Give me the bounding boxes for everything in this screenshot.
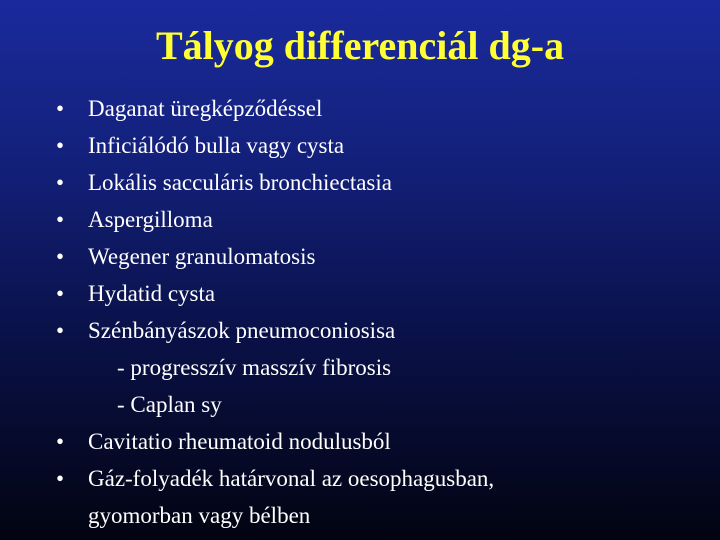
list-item [53, 275, 693, 312]
bullet-list [53, 90, 693, 534]
list-item [53, 460, 693, 497]
list-item [53, 164, 693, 201]
list-item-continuation [53, 497, 693, 534]
list-item-text: Lokális sacculáris bronchiectasia [88, 170, 392, 195]
bullet-icon: • [55, 429, 65, 454]
bullet-icon: • [55, 244, 65, 269]
bullet-icon: • [55, 170, 65, 195]
bullet-icon: • [55, 466, 65, 491]
list-item [53, 201, 693, 238]
list-item [53, 90, 693, 127]
sub-list-item [53, 386, 693, 423]
list-item [53, 127, 693, 164]
list-item [53, 423, 693, 460]
bullet-icon: • [55, 96, 65, 121]
list-item-text: Inficiálódó bulla vagy cysta [88, 133, 345, 158]
bullet-icon: • [55, 207, 65, 232]
bullet-icon: • [55, 133, 65, 158]
list-item-text: Gáz-folyadék határvonal az oesophagusban, [88, 466, 495, 491]
bullet-icon: • [55, 318, 65, 343]
list-item-text: Wegener granulomatosis [88, 244, 316, 269]
list-item-text: gyomorban vagy bélben [88, 503, 311, 528]
list-item-text: Szénbányászok pneumoconiosisa [88, 318, 396, 343]
list-item-text: Hydatid cysta [88, 281, 216, 306]
bullet-icon: • [55, 281, 65, 306]
sub-list-item-text: - Caplan sy [117, 392, 222, 417]
sub-list-item-text: - progresszív masszív fibrosis [117, 355, 392, 380]
list-item-text: Aspergilloma [88, 207, 213, 232]
list-item-text: Cavitatio rheumatoid nodulusból [88, 429, 391, 454]
list-item [53, 238, 693, 275]
sub-list-item [53, 349, 693, 386]
list-item-text: Daganat üregképződéssel [88, 96, 323, 121]
slide-title: Tályog differenciál dg-a [155, 23, 565, 68]
list-item [53, 312, 693, 349]
